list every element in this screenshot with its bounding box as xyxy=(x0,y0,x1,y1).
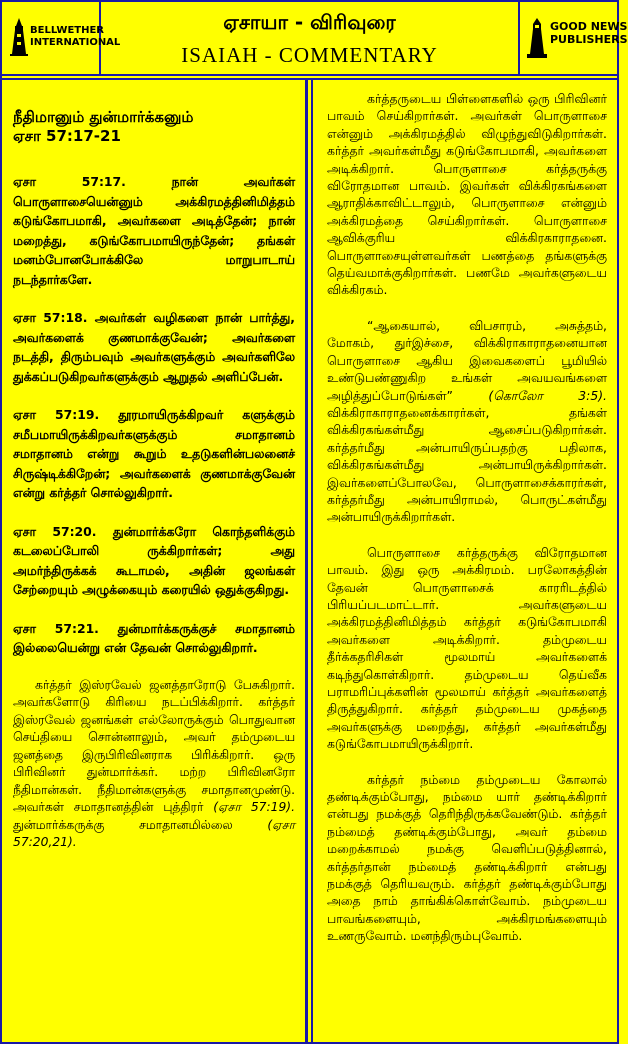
commentary-paragraph-2 xyxy=(327,317,607,526)
commentary-paragraph-1: கர்த்தருடைய பிள்ளைகளில் ஒரு பிரிவினர் பாவம் செய்கிறார்கள். அவர்கள் பொருளாசை என்னும் அக்கிரமத்தில் விழுந்துவிடுகிறார்கள். கர்த்தர் அவர்கள்மீது கடுங்கோபமாகி, அவர்களை அடிக்கிறார். பொருளாசை கர்த்தருக்கு விரோதமான பாவம். இவர்கள் விக்கிரகங்களை ஆராதிக்காவிட்டாலும், பொருளாசை என்னும் அக்கிரமத்தை செய்கிறார்கள். பொருளாசை ஆவிக்குரிய விக்கிரகாராதனை. பொருளாசையுள்ளவர்கள் பணத்தை தங்களுக்கு தெய்வமாக்குகிறார்கள். பணமே அவர்களுடைய விக்கிரகம். xyxy=(327,91,607,298)
tower-icon xyxy=(10,18,28,56)
logo-line-1: BELLWETHER xyxy=(30,25,105,36)
verse-57-20: ஏசா 57:20. துன்மார்க்கரோ கொந்தளிக்கும் கடலைப்போலி ருக்கிறார்கள்; அது அமர்ந்திருக்கக் கூடாமல், அதின் ஜலங்கள் சேற்றையும் அழுக்கையும் கரையில் ஒதுக்குகிறது. xyxy=(13,523,295,597)
scripture-quote: “ஆகையால், விபசாரம், அசுத்தம், மோகம், துர்இச்சை, விக்கிராகாராதனையான பொருளாசை ஆகிய இவைகளைப் பூமியில் உண்டுபண்ணுகிற உங்கள் அவயவங்களை அழித்துப்போடுங்கள்” xyxy=(327,317,607,403)
title-area xyxy=(101,2,518,74)
commentary-paragraph-3: பொருளாசை கர்த்தருக்கு விரோதமான பாவம். இது ஒரு அக்கிரமம். பரலோகத்தின் தேவன் பொருளாசைக் காரரிடத்தில் பிரியப்படமாட்டார். அவர்களுடைய அக்கிரமத்தினிமித்தம் கர்த்தர் கடுங்கோபமாகி அவர்களை அடிக்கிறார். தம்முடைய தீர்க்கதரிசிகள் மூலமாய் அவர்களைக் கடிந்துகொள்கிறார். தம்முடைய தெய்வீக பராமரிப்புக்களின் மூலமாய் கர்த்தர் அவர்களைத் திருத்துகிறார். கர்த்தர் தம்முடைய முகத்தை அவர்களுக்கு மறைத்து, கர்த்தர் அவர்கள்மீது கடுங்கோபமாயிருக்கிறார். xyxy=(327,544,607,752)
paragraph-text: கர்த்தர் இஸ்ரவேல் ஜனத்தாரோடு பேசுகிறார். அவர்களோடு கிரியை நடப்பிக்கிறார். கர்த்தர் இஸ்ரவேல் ஜனங்கள் எல்லோருக்கும் பொதுவான செய்தியை சொன்னாலும், அவர் தம்முடைய ஜனத்தை இருபிரிவினராக பிரிக்கிறார். ஒரு பிரிவினர் துன்மார்க்கர். மற்ற பிரிவினரோ நீதிமான்கள். நீதிமான்களுக்கு சமாதானமுண்டு. அவர்கள் சமாதானத்தின் புத்திரர் xyxy=(13,677,295,814)
title-tamil: ஏசாயா - விரிவுரை xyxy=(223,10,396,34)
page-header xyxy=(2,2,628,74)
section-title-line-2: ஏசா 57:17-21 xyxy=(13,127,121,145)
good-news-logo-text xyxy=(550,20,628,46)
logo-line-1: GOOD NEWS xyxy=(550,20,628,33)
commentary-paragraph xyxy=(13,677,295,852)
left-column xyxy=(2,80,308,1042)
bellwether-logo xyxy=(2,2,121,74)
scripture-reference: (ஏசா 57:19). xyxy=(213,800,296,814)
lighthouse-icon xyxy=(526,18,548,58)
logo-line-2: INTERNATIONAL xyxy=(30,37,121,48)
logo-line-2: PUBLISHERS xyxy=(550,33,628,46)
scripture-reference: (ஏசா 57:20,21). xyxy=(13,817,295,849)
section-title xyxy=(13,108,295,146)
verse-57-17: ஏசா 57:17. நான் அவர்கள் பொருளாசையென்னும் அக்கிரமத்தினிமித்தம் கடுங்கோபமாகி, அவர்களை அடித்தேன்; நான் மறைத்து, கடுங்கோபமாயிருந்தேன்; தங்கள் மனம்போனபோக்கிலே மாறுபாடாய் நடந்தார்களே. xyxy=(13,174,295,287)
verse-57-21: ஏசா 57:21. துன்மார்க்கருக்குச் சமாதானம் இல்லையென்று என் தேவன் சொல்லுகிறார். xyxy=(13,620,295,655)
title-english: ISAIAH - COMMENTARY xyxy=(181,43,438,67)
paragraph-text: துன்மார்க்கருக்கு சமாதானமில்லை xyxy=(13,817,233,832)
paragraph-text: விக்கிராகாராதனைக்காரர்கள், தங்கள் விக்கிரகங்கள்மீது ஆசைப்படுகிறார்கள். கர்த்தர்மீது அன்பாயிருப்பதற்கு பதிலாக, விக்கிரகங்கள்மீது அன்பாயிருக்கிறார்கள். இவர்களைப்போலவே, பொருளாசைக்காரர்கள், கர்த்தர்மீது அன்பாயிராமல், பொருட்கள்மீது அன்பாயிருக்கிறார்கள். xyxy=(327,404,607,525)
header-divider xyxy=(2,74,617,76)
commentary-paragraph-4: கர்த்தர் நம்மை தம்முடைய கோலால் தண்டிக்கும்போது, நம்மை யார் தண்டிக்கிறார் என்பது நமக்குத் தெரிந்திருக்கவேண்டும். கர்த்தர் நம்மைத் தண்டிக்கும்போது, அவர் தம்மை மறைக்காமல் நமக்கு வெளிப்படுத்தினால், கர்த்தர்தான் நம்மைத் தண்டிக்கிறார் என்பது நமக்குத் தெரியவரும். கர்த்தர் தண்டிக்கும்போது அதை நாம் தாங்கிக்கொள்வோம். நம்முடைய பாவங்களையும், அக்கிரமங்களையும் உணருவோம். மனந்திரும்புவோம். xyxy=(327,771,607,944)
section-title-line-1: நீதிமானும் துன்மார்க்கனும் xyxy=(13,108,194,126)
right-column xyxy=(311,80,617,1042)
scripture-reference: (கொலோ 3:5). xyxy=(488,387,607,403)
good-news-logo xyxy=(518,2,628,74)
verse-57-19: ஏசா 57:19. தூரமாயிருக்கிறவர் களுக்கும் சமீபமாயிருக்கிறவர்களுக்கும் சமாதானம் சமாதானம் என்று கூறும் உதடுகளின்பலனைச் சிருஷ்டிக்கிறேன்; அவர்களைக் குணமாக்குவேன் என்று கர்த்தர் சொல்லுகிறார். xyxy=(13,407,295,500)
verse-57-18: ஏசா 57:18. அவர்கள் வழிகளை நான் பார்த்து, அவர்களைக் குணமாக்குவேன்; அவர்களை நடத்தி, திரும்பவும் அவர்களுக்கும் அவர்களிலே துக்கப்படுகிறவர்களுக்கும் ஆறுதல் அளிப்பேன். xyxy=(13,310,295,384)
